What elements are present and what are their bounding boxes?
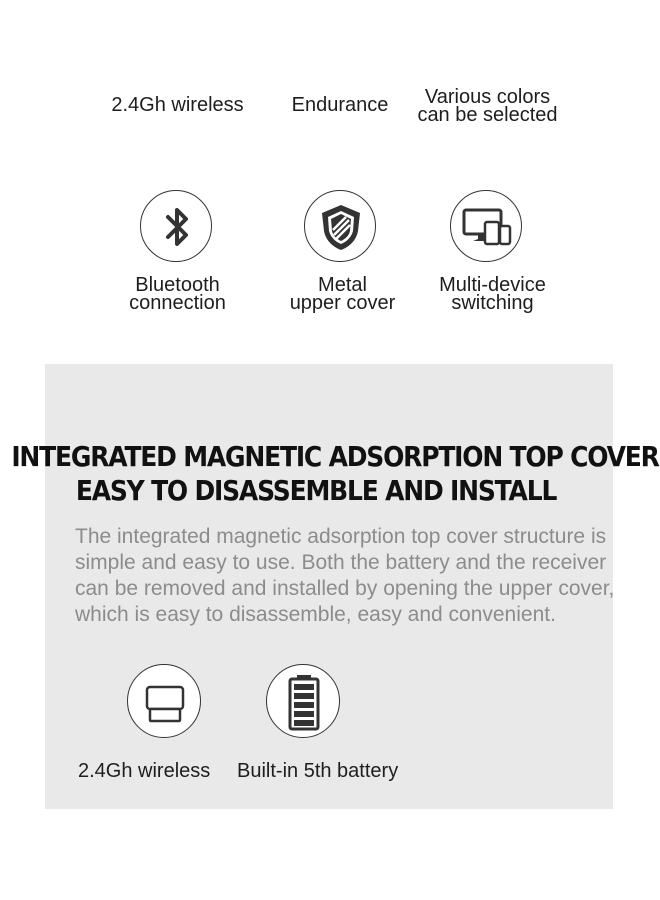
devices-icon	[451, 191, 523, 263]
feature-label-multidevice: Multi-device switching	[439, 274, 546, 314]
shield-circle	[304, 190, 376, 262]
bluetooth-circle	[140, 190, 212, 262]
bottom-label-battery: Built-in 5th battery	[237, 760, 399, 782]
top-label-colors: Various colors can be selected	[417, 86, 558, 126]
battery-icon	[267, 665, 341, 739]
panel-headline-2: EASY TO DISASSEMBLE AND INSTALL	[75, 474, 557, 507]
receiver-circle	[127, 664, 201, 738]
usb-receiver-icon	[128, 665, 202, 739]
shield-icon	[305, 191, 377, 263]
bluetooth-icon	[141, 191, 213, 263]
top-label-endurance: Endurance	[291, 94, 389, 116]
bottom-label-wireless: 2.4Gh wireless	[78, 760, 211, 782]
feature-label-bluetooth: Bluetooth connection	[129, 274, 226, 314]
feature-label-metal: Metal upper cover	[289, 274, 396, 314]
top-label-wireless: 2.4Gh wireless	[111, 94, 244, 116]
panel-headline-1: INTEGRATED MAGNETIC ADSORPTION TOP COVER	[11, 440, 659, 473]
panel-description: The integrated magnetic adsorption top cover structure is simple and easy to use. Both the battery and the receiver can be removed and installed by opening the upper cover, which is easy to disassemble, easy and convenient.	[75, 525, 615, 626]
battery-circle	[266, 664, 340, 738]
devices-circle	[450, 190, 522, 262]
